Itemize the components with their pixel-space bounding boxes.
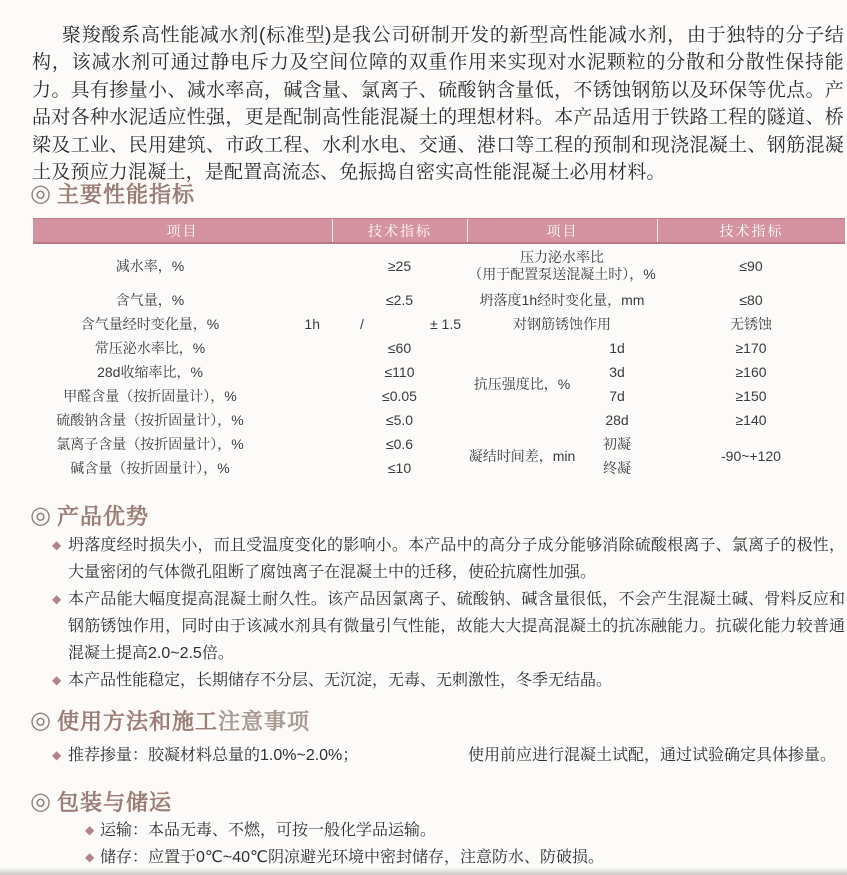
table-row: [467, 244, 845, 288]
table-cell-item: [33, 386, 332, 406]
item-label: 减水率，%: [115, 258, 185, 274]
intro-paragraph: 聚羧酸系高性能减水剂(标准型)是我公司研制开发的新型高性能减水剂，由于独特的分子结构，该减水剂可通过静电斥力及空间位障的双重作用来实现对水泥颗粒的分散和分散性保持能力。具有掺量小、减水率高，碱含量、氯离子、硫酸钠含量低，不锈蚀钢筋以及环保等优点。产品对各种水泥适应性强，更是配制高性能混凝土的理想材料。本产品适用于铁路工程的隧道、桥梁及工业、民用建筑、市政工程、水利水电、交通、港口等工程的预制和现浇混凝土、钢筋混凝土及预应力混凝土，是配置高流态、免振捣自密实高性能混凝土必用材料。: [32, 25, 844, 184]
table-row: [467, 288, 845, 312]
table-cell-value: ≤5.0: [385, 412, 414, 428]
diamond-bullet-icon: ◆: [85, 850, 95, 864]
item-label: 硫酸钠含量（按折固量计），%: [56, 412, 244, 428]
table-cell-item: [33, 338, 332, 358]
section-heading-usage: [30, 705, 310, 736]
usage-bullet: [52, 742, 845, 769]
table-header-value-left: 技术指标: [332, 219, 467, 242]
diamond-bullet-icon: ◆: [52, 673, 62, 687]
group-label: 抗压强度比，%: [473, 376, 571, 392]
table-cell-item: 坍落度1h经时变化量，mm: [479, 291, 645, 308]
table-row: [33, 336, 467, 360]
setting-time-value: -90~+120: [721, 448, 781, 464]
item-label: 甲醛含量（按折固量计），%: [63, 388, 237, 404]
value-label: ± 1.5: [429, 316, 461, 332]
item-label-line2: （用于配置泵送混凝土时），%: [468, 266, 656, 282]
table-cell-value: ≤2.5: [385, 292, 414, 308]
table-left-half: [33, 244, 467, 480]
storage-text: 储存：应置于0℃~40℃阴凉避光环境中密封储存，注意防水、防破损。: [100, 849, 604, 866]
table-cell-value: ≤80: [739, 292, 763, 308]
value-label: ≥160: [735, 364, 767, 380]
item-label: 28d收缩率比，%: [97, 364, 203, 380]
table-cell-item: [467, 249, 657, 283]
diamond-bullet-icon: ◆: [52, 592, 62, 606]
table-row: [467, 312, 845, 336]
section-title-usage-tail: 注意事项: [217, 709, 310, 734]
section-heading-advantages: [30, 500, 149, 531]
performance-table: [33, 218, 845, 480]
table-cell-value: ≤0.6: [385, 436, 414, 452]
table-cell-value: ≤10: [387, 460, 412, 476]
table-cell-value: ≤110: [384, 364, 415, 380]
setting-time-group: [467, 432, 845, 480]
section-title-performance: 主要性能指标: [56, 182, 195, 207]
item-label: 氯离子含量（按折固量计），%: [56, 436, 244, 452]
diamond-bullet-icon: ◆: [52, 538, 62, 552]
table-cell-item: [33, 314, 332, 334]
item-label: 含气量经时变化量，%: [80, 316, 220, 332]
age-subcolumn: [577, 336, 657, 432]
diamond-bullet-icon: ◆: [85, 823, 95, 837]
advantage-bullet: [52, 586, 845, 668]
table-cell-item: [33, 256, 332, 276]
age-label: 28d: [605, 412, 629, 428]
age-label: 7d: [609, 388, 625, 404]
advantage-bullet: [52, 667, 845, 694]
table-cell-item: 对钢筋锈蚀作用: [513, 315, 611, 332]
section-title-packaging: 包装与储运: [56, 790, 172, 815]
section-heading-performance: [30, 178, 195, 209]
table-cell-item: [33, 410, 332, 430]
advantage-bullet: [52, 532, 845, 586]
table-cell-item: [33, 290, 332, 310]
table-row: [33, 384, 467, 408]
section-heading-packaging: [30, 786, 172, 817]
table-header-item-left: 项目: [166, 222, 199, 239]
section-marker-icon: ◎: [30, 706, 52, 734]
table-header-value-right: 技术指标: [657, 219, 845, 242]
table-body: [33, 244, 845, 480]
bullet-text: 本产品性能稳定，长期储存不分层、无沉淀，无毒、无刺激性，冬季无结晶。: [68, 672, 613, 689]
table-row: [33, 244, 467, 288]
table-row: [33, 360, 467, 384]
diamond-bullet-icon: ◆: [52, 748, 62, 762]
table-cell-value: ≤90: [739, 258, 763, 274]
packaging-bullet: [85, 817, 845, 844]
table-cell-item: [33, 434, 332, 454]
table-right-half: [467, 244, 845, 480]
table-row: [33, 312, 467, 336]
value-label: ≥140: [735, 412, 767, 428]
scan-edge-shadow: [0, 867, 847, 875]
bullet-text: 坍落度经时损失小，而且受温度变化的影响小。本产品中的高分子成分能够消除硫酸根离子、氯离子的极性，大量密闭的气体微孔阻断了腐蚀离子在混凝土中的迁移，使砼抗腐性加强。: [68, 537, 845, 582]
table-cell-value: 无锈蚀: [730, 316, 772, 332]
table-cell-item: [33, 458, 332, 478]
section-marker-icon: ◎: [30, 501, 52, 529]
table-cell-value: ≤0.05: [382, 388, 417, 404]
final-setting-label: 终凝: [603, 460, 631, 476]
compressive-strength-group: [467, 336, 845, 432]
value-label: ≥170: [735, 340, 767, 356]
section-marker-icon: ◎: [30, 179, 52, 207]
setting-subcolumn: [577, 432, 657, 480]
table-row: [33, 456, 467, 480]
section-title-usage-main: 使用方法和施工: [56, 709, 218, 734]
value-subcolumn: [657, 336, 845, 432]
trial-mix-note: 使用前应进行混凝土试配，通过试验确定具体掺量。: [468, 747, 837, 764]
age-label: 1d: [609, 340, 625, 356]
value-label: ≥150: [735, 388, 767, 404]
item-label: 碱含量（按折固量计），%: [70, 460, 230, 476]
age-label: 3d: [609, 364, 625, 380]
table-cell-item: [33, 362, 332, 382]
table-row: [33, 432, 467, 456]
transport-text: 运输：本品无毒、不燃，可按一般化学品运输。: [100, 822, 437, 839]
bullet-text: 本产品能大幅度提高混凝土耐久性。该产品因氯离子、硫酸钠、碱含量很低，不会产生混凝土碱、骨料反应和钢筋锈蚀作用，同时由于该减水剂具有微量引气性能，故能大大提高混凝土的抗冻融能力。抗碳化能力较普通混凝土提高2.0~2.5倍。: [68, 591, 845, 663]
initial-setting-label: 初凝: [603, 436, 631, 452]
table-header-item-right: 项目: [467, 219, 657, 242]
table-cell-value: ≥25: [387, 258, 412, 274]
section-title-advantages: 产品优势: [56, 504, 149, 529]
table-cell-value: ≤60: [387, 340, 412, 356]
group-label: 凝结时间差，min: [468, 448, 576, 464]
dosage-text: 推荐掺量：胶凝材料总量的1.0%~2.0%；: [68, 747, 359, 764]
item-time-label: 1h: [304, 316, 320, 332]
item-label: 常压泌水率比，%: [94, 340, 206, 356]
table-row: [33, 408, 467, 432]
table-header-row: [33, 218, 845, 244]
slash-separator: /: [360, 316, 364, 332]
table-row: [33, 288, 467, 312]
section-marker-icon: ◎: [30, 787, 52, 815]
item-label-line1: 压力泌水率比: [520, 249, 604, 265]
item-label: 含气量，%: [115, 292, 185, 308]
